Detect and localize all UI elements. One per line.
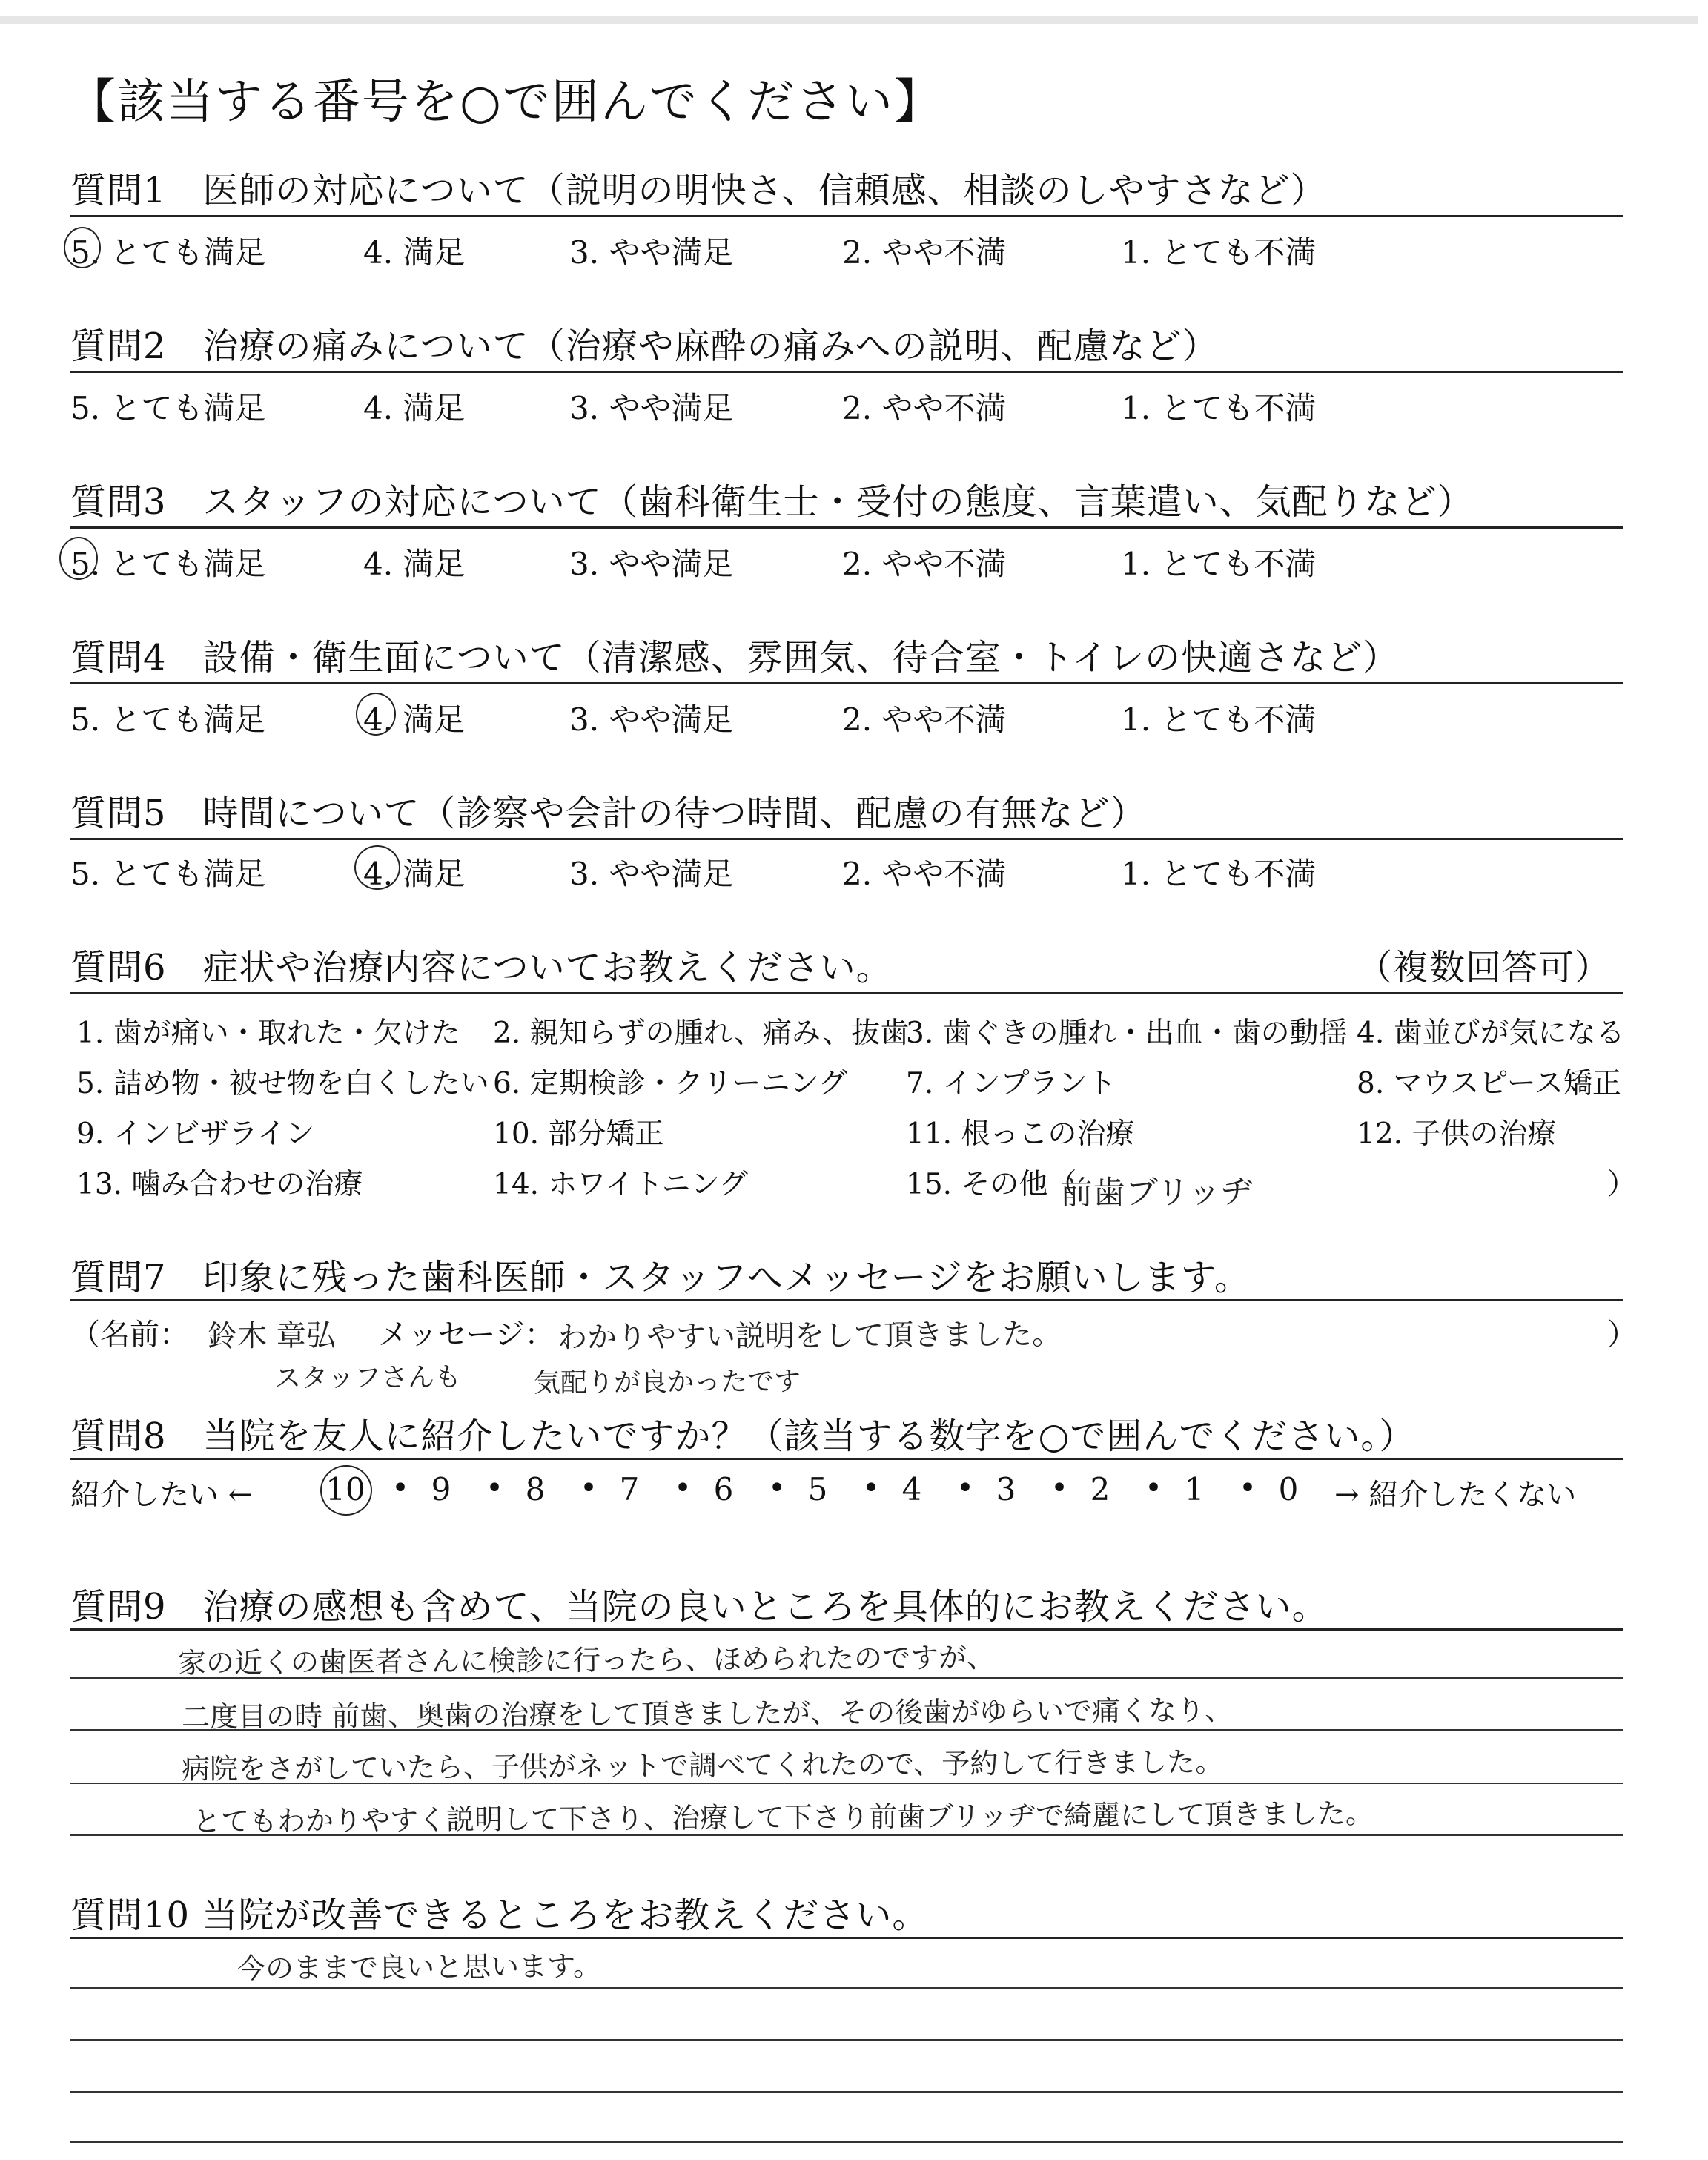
rule-q10-3: [70, 2039, 1623, 2041]
rule-q6: [70, 992, 1623, 994]
rule-q10-2: [70, 1987, 1623, 1989]
q5-option-2[interactable]: 2. やや不満: [842, 856, 1007, 892]
rule-q2: [70, 371, 1623, 373]
q6-item-3[interactable]: 3. 歯ぐきの腫れ・出血・歯の動揺: [906, 1017, 1348, 1050]
q1-option-4[interactable]: 4. 満足: [363, 234, 466, 271]
q8-dot: •: [1050, 1471, 1068, 1505]
q5-option-5[interactable]: 5. とても満足: [70, 856, 266, 892]
q1-option-1[interactable]: 1. とても不満: [1121, 234, 1317, 271]
q8-dot: •: [674, 1471, 692, 1505]
q4-selection-circle: [356, 693, 396, 736]
rule-q1: [70, 215, 1623, 217]
q8-dot: •: [956, 1471, 974, 1505]
q8-scale-10[interactable]: 10: [325, 1471, 365, 1507]
q8-scale-6[interactable]: 6: [713, 1471, 734, 1507]
q6-item-7[interactable]: 7. インプラント: [906, 1067, 1116, 1100]
q8-left-label: 紹介したい ←: [70, 1478, 254, 1512]
q6-item-6[interactable]: 6. 定期検診・クリーニング: [493, 1067, 847, 1100]
question-9-title: 質問9 治療の感想も含めて、当院の良いところを具体的にお教えください。: [70, 1586, 1328, 1628]
q7-name-label: （名前：: [70, 1318, 189, 1352]
rule-q3: [70, 526, 1623, 529]
q1-option-5[interactable]: 5. とても満足: [70, 234, 266, 271]
q8-scale-5[interactable]: 5: [807, 1471, 828, 1507]
q8-scale-4[interactable]: 4: [901, 1471, 922, 1507]
q7-message-line-1[interactable]: わかりやすい説明をして頂きました。: [557, 1317, 1062, 1355]
q8-scale-9[interactable]: 9: [431, 1471, 451, 1507]
q4-option-4[interactable]: 4. 満足: [363, 701, 466, 738]
q3-option-1[interactable]: 1. とても不満: [1121, 546, 1317, 582]
q2-option-4[interactable]: 4. 満足: [363, 390, 466, 426]
instruction-header: 【該当する番号を○で囲んでください】: [68, 75, 943, 130]
q6-other-close-paren: ）: [1607, 1168, 1637, 1201]
q8-dot: •: [391, 1471, 409, 1505]
q8-scale-0[interactable]: 0: [1278, 1471, 1299, 1507]
rule-q9-1: [70, 1628, 1623, 1631]
q2-option-5[interactable]: 5. とても満足: [70, 390, 266, 426]
q7-message-label: メッセージ：: [378, 1318, 555, 1352]
q4-option-5[interactable]: 5. とても満足: [70, 701, 266, 738]
q8-dot: •: [1145, 1471, 1162, 1505]
q8-dot: •: [1239, 1471, 1257, 1505]
q6-item-13[interactable]: 13. 噛み合わせの治療: [76, 1168, 363, 1201]
q6-item-1[interactable]: 1. 歯が痛い・取れた・欠けた: [76, 1017, 460, 1050]
q1-option-2[interactable]: 2. やや不満: [842, 234, 1007, 271]
q6-item-4[interactable]: 4. 歯並びが気になる: [1357, 1017, 1625, 1050]
question-10-title: 質問10 当院が改善できるところをお教えください。: [70, 1895, 929, 1936]
q8-scale-7[interactable]: 7: [619, 1471, 640, 1507]
rule-q10-1: [70, 1937, 1623, 1939]
q8-dot: •: [862, 1471, 880, 1505]
scan-top-edge: [0, 16, 1698, 24]
q6-item-8[interactable]: 8. マウスピース矯正: [1357, 1067, 1621, 1100]
rule-q4: [70, 682, 1623, 684]
question-4-title: 質問4 設備・衛生面について（清潔感、雰囲気、待合室・トイレの快適さなど）: [70, 637, 1400, 678]
question-6-title: 質問6 症状や治療内容についてお教えください。: [70, 947, 893, 988]
question-7-title: 質問7 印象に残った歯科医師・スタッフへメッセージをお願いします。: [70, 1257, 1251, 1298]
q8-dot: •: [768, 1471, 786, 1505]
q3-selection-circle: [59, 537, 98, 580]
q8-right-label: → 紹介したくない: [1334, 1478, 1577, 1512]
q2-option-3[interactable]: 3. やや満足: [569, 390, 734, 426]
q3-option-3[interactable]: 3. やや満足: [569, 546, 734, 582]
q3-option-4[interactable]: 4. 満足: [363, 546, 466, 582]
q6-item-9[interactable]: 9. インビザライン: [76, 1117, 315, 1151]
q5-option-1[interactable]: 1. とても不満: [1121, 856, 1317, 892]
question-8-title: 質問8 当院を友人に紹介したいですか？（該当する数字を○で囲んでください。）: [70, 1416, 1416, 1457]
q9-answer-line-2[interactable]: 二度目の時 前歯、奥歯の治療をして頂きましたが、その後歯がゆらいで痛くなり、: [181, 1694, 1234, 1734]
q8-dot: •: [580, 1471, 598, 1505]
q2-option-1[interactable]: 1. とても不満: [1121, 390, 1317, 426]
rule-q8: [70, 1458, 1623, 1460]
q3-option-2[interactable]: 2. やや不満: [842, 546, 1007, 582]
q4-option-2[interactable]: 2. やや不満: [842, 701, 1007, 738]
q6-item-12[interactable]: 12. 子供の治療: [1357, 1117, 1557, 1151]
question-6-note: （複数回答可）: [1357, 947, 1612, 988]
rule-q7: [70, 1299, 1623, 1301]
q2-option-2[interactable]: 2. やや不満: [842, 390, 1007, 426]
q6-other-handwritten[interactable]: 前歯ブリッヂ: [1059, 1173, 1254, 1212]
q3-option-5[interactable]: 5. とても満足: [70, 546, 266, 582]
question-1-title: 質問1 医師の対応について（説明の明快さ、信頼感、相談のしやすさなど）: [70, 170, 1327, 211]
q8-selection-circle: [320, 1465, 372, 1516]
q6-item-11[interactable]: 11. 根っこの治療: [906, 1117, 1135, 1151]
q4-option-3[interactable]: 3. やや満足: [569, 701, 734, 738]
question-5-title: 質問5 時間について（診察や会計の待つ時間、配慮の有無など）: [70, 793, 1147, 834]
q8-scale-2[interactable]: 2: [1090, 1471, 1110, 1507]
q6-item-14[interactable]: 14. ホワイトニング: [493, 1168, 748, 1201]
q10-answer-line-1[interactable]: 今のままで良いと思います。: [236, 1949, 602, 1985]
q1-option-3[interactable]: 3. やや満足: [569, 234, 734, 271]
question-3-title: 質問3 スタッフの対応について（歯科衛生士・受付の態度、言葉遣い、気配りなど）: [70, 481, 1474, 523]
q7-message-line-2b[interactable]: 気配りが良かったです: [533, 1366, 801, 1399]
q8-dot: •: [486, 1471, 503, 1505]
q4-option-1[interactable]: 1. とても不満: [1121, 701, 1317, 738]
q7-name-handwritten[interactable]: 鈴木 章弘: [207, 1318, 336, 1354]
q5-option-4[interactable]: 4. 満足: [363, 856, 466, 892]
q1-selection-circle: [64, 227, 101, 268]
question-2-title: 質問2 治療の痛みについて（治療や麻酔の痛みへの説明、配慮など）: [70, 326, 1219, 367]
rule-q10-5: [70, 2141, 1623, 2143]
rule-q5: [70, 838, 1623, 840]
q9-answer-line-4[interactable]: とてもわかりやすく説明して下さり、治療して下さり前歯ブリッヂで綺麗にして頂きました。: [192, 1797, 1374, 1838]
q5-selection-circle: [354, 845, 400, 890]
q8-scale-1[interactable]: 1: [1184, 1471, 1205, 1507]
q7-close-paren: ）: [1607, 1318, 1637, 1352]
q6-item-2[interactable]: 2. 親知らずの腫れ、痛み、抜歯: [493, 1017, 910, 1050]
q5-option-3[interactable]: 3. やや満足: [569, 856, 734, 892]
rule-q10-4: [70, 2091, 1623, 2093]
q6-item-10[interactable]: 10. 部分矯正: [493, 1117, 664, 1151]
q6-item-5[interactable]: 5. 詰め物・被せ物を白くしたい: [76, 1067, 489, 1100]
q8-scale-3[interactable]: 3: [996, 1471, 1016, 1507]
q9-answer-line-3[interactable]: 病院をさがしていたら、子供がネットで調べてくれたので、予約して行きました。: [181, 1745, 1224, 1786]
q9-answer-line-1[interactable]: 家の近くの歯医者さんに検診に行ったら、ほめられたのですが、: [177, 1641, 996, 1680]
q6-item-15[interactable]: 15. その他（: [906, 1168, 1077, 1201]
q8-scale-8[interactable]: 8: [525, 1471, 546, 1507]
q7-message-line-2a[interactable]: スタッフさんも: [274, 1362, 462, 1394]
